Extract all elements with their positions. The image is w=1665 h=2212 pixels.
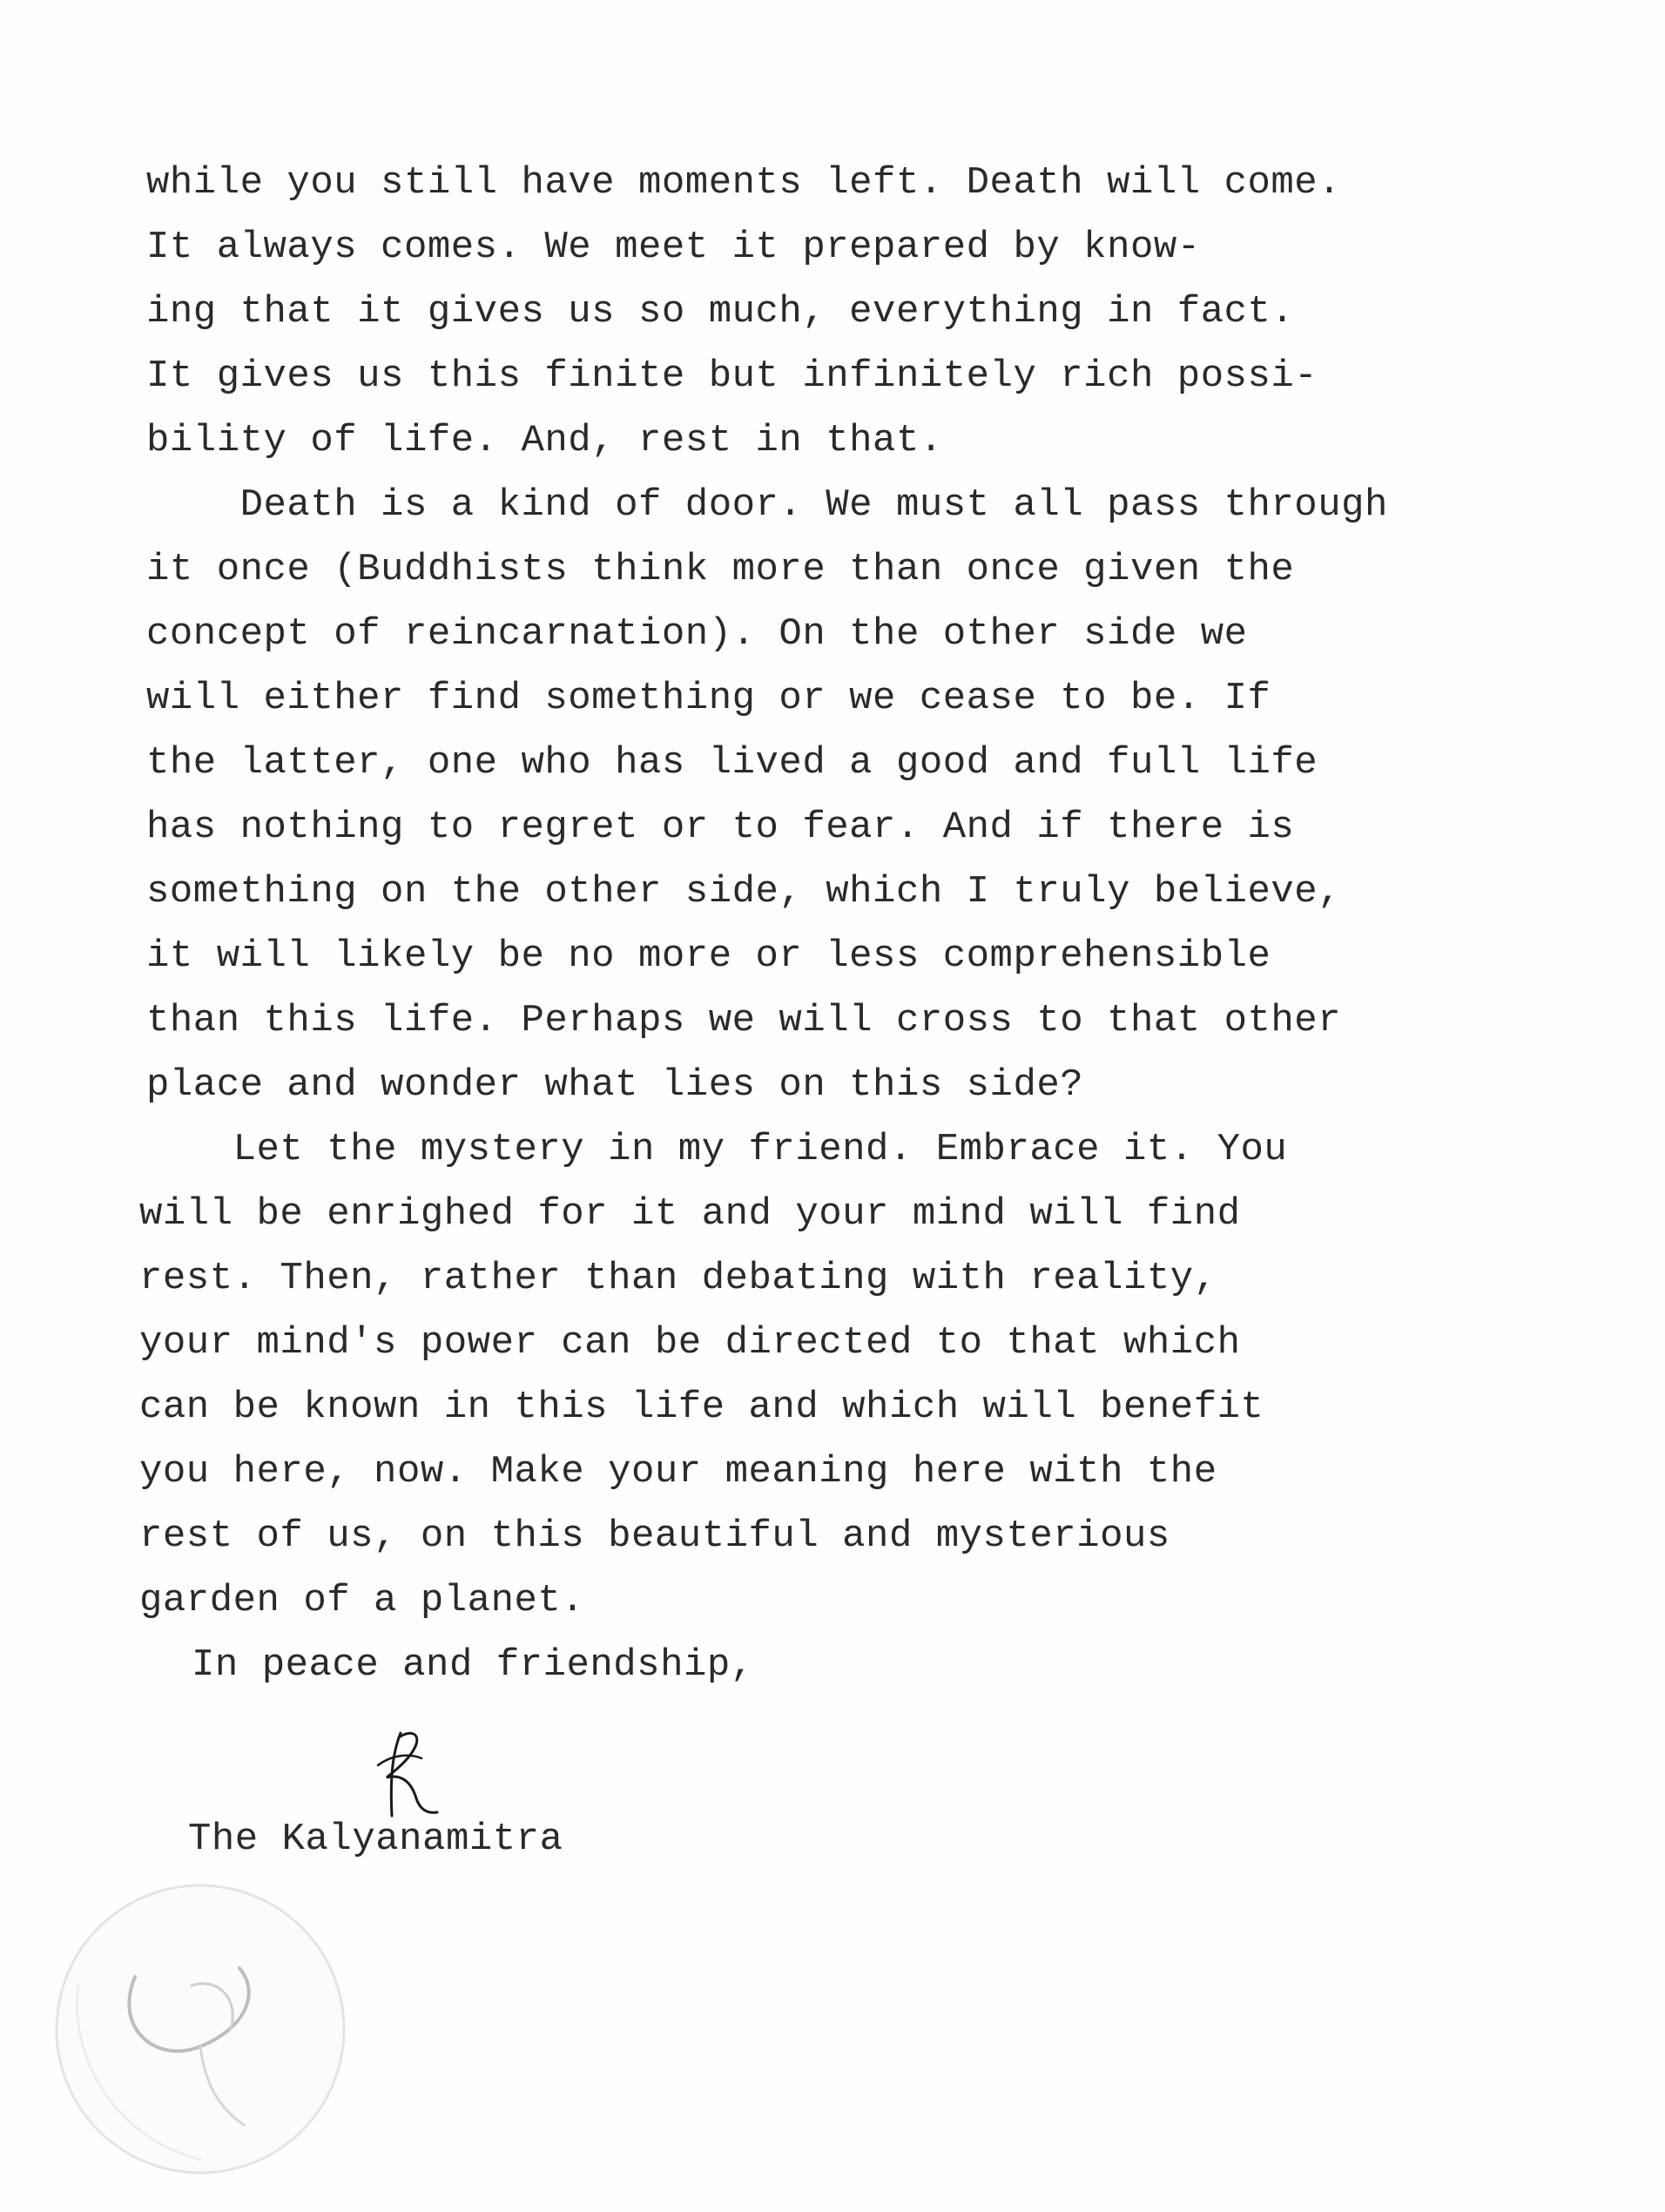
letter-line: your mind's power can be directed to that which [139, 1321, 1241, 1365]
letter-line: garden of a planet. [139, 1579, 585, 1622]
letter-line: concept of reincarnation). On the other side we [146, 612, 1248, 656]
letter-line: while you still have moments left. Death will come. [146, 161, 1342, 205]
letter-line: will either find something or we cease to be. If [146, 677, 1271, 720]
letter-line: the latter, one who has lived a good and full life [146, 741, 1318, 785]
letter-line: rest of us, on this beautiful and mysterious [139, 1514, 1170, 1558]
letter-line: something on the other side, which I truly believe, [146, 870, 1342, 914]
letter-line: has nothing to regret or to fear. And if there is [146, 806, 1295, 849]
letter-line: bility of life. And, rest in that. [146, 419, 943, 462]
closing-line: In peace and friendship, [192, 1643, 754, 1687]
letter-line: ing that it gives us so much, everything in fact. [146, 290, 1295, 334]
letter-line: It always comes. We meet it prepared by know- [146, 226, 1201, 269]
letter-line: place and wonder what lies on this side? [146, 1063, 1084, 1107]
handwritten-signature-initial [366, 1729, 462, 1824]
letter-line: Death is a kind of door. We must all pass through [146, 483, 1388, 527]
letter-line: rest. Then, rather than debating with reality, [139, 1257, 1217, 1300]
letter-line: than this life. Perhaps we will cross to that other [146, 999, 1342, 1042]
letter-line: will be enrighed for it and your mind will find [139, 1192, 1241, 1236]
letter-line: it once (Buddhists think more than once given the [146, 548, 1295, 591]
letter-line: Let the mystery in my friend. Embrace it. You [139, 1128, 1288, 1171]
signoff-name: The Kalyanamitra [188, 1817, 563, 1861]
letter-line: it will likely be no more or less comprehensible [146, 934, 1271, 978]
embossed-seal-icon [52, 1855, 366, 2186]
letter-line: It gives us this finite but infinitely rich possi- [146, 354, 1318, 398]
letter-line: can be known in this life and which will benefit [139, 1386, 1264, 1429]
letter-line: you here, now. Make your meaning here with the [139, 1450, 1217, 1494]
